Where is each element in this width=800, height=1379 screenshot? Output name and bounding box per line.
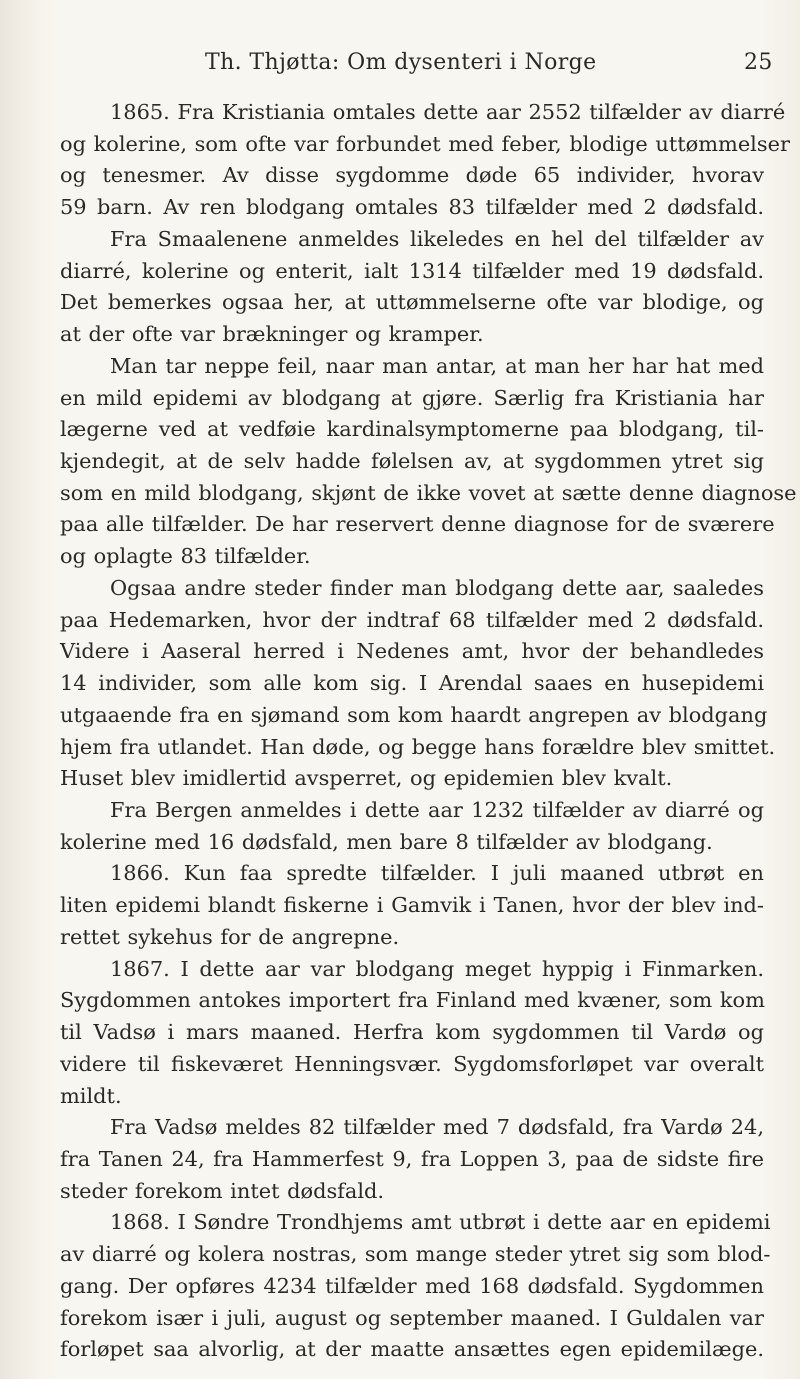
text-line: 14 individer, som alle kom sig. I Arendal saaes en husepidemi — [60, 671, 764, 696]
text-line: paa alle tilfælder. De har reservert denne diagnose for de sværere — [60, 512, 775, 537]
text-line: liten epidemi blandt fiskerne i Gamvik i Tanen, hvor der blev ind- — [60, 893, 764, 918]
text-line: 59 barn. Av ren blodgang omtales 83 tilfælder med 2 dødsfald. — [60, 195, 764, 220]
text-line: Man tar neppe feil, naar man antar, at man her har hat med — [110, 353, 764, 378]
text-line: 1867. I dette aar var blodgang meget hyppig i Finmarken. — [110, 956, 764, 981]
text-line: videre til fiskeværet Henningsvær. Sygdomsforløpet var overalt — [60, 1051, 764, 1076]
text-line: Sygdommen antokes importert fra Finland med kvæner, som kom — [60, 988, 765, 1013]
text-line: fra Tanen 24, fra Hammerfest 9, fra Loppen 3, paa de sidste fire — [60, 1146, 764, 1171]
text-line: 1868. I Søndre Trondhjems amt utbrøt i dette aar en epidemi — [110, 1210, 771, 1235]
text-line: Fra Smaalenene anmeldes likeledes en hel del tilfælder av — [110, 226, 764, 251]
text-line: paa Hedemarken, hvor der indtraf 68 tilfælder med 2 dødsfald. — [60, 607, 764, 632]
text-line: diarré, kolerine og enterit, ialt 1314 tilfælder med 19 dødsfald. — [60, 258, 764, 283]
text-line: 1866. Kun faa spredte tilfælder. I juli maaned utbrøt en — [110, 861, 764, 886]
text-line: Fra Vadsø meldes 82 tilfælder med 7 dødsfald, fra Vardø 24, — [110, 1115, 764, 1140]
text-line: lægerne ved at vedføie kardinalsymptomerne paa blodgang, til- — [60, 417, 764, 442]
text-line: utgaaende fra en sjømand som kom haardt angrepen av blodgang — [60, 702, 768, 727]
text-line: gang. Der opføres 4234 tilfælder med 168 dødsfald. Sygdommen — [60, 1273, 764, 1298]
text-line: Huset blev imidlertid avsperret, og epidemien blev kvalt. — [60, 766, 673, 791]
text-line: til Vadsø i mars maaned. Herfra kom sygdommen til Vardø og — [60, 1020, 764, 1044]
text-line: Ogsaa andre steder finder man blodgang dette aar, saaledes — [110, 575, 764, 600]
text-line: Fra Bergen anmeldes i dette aar 1232 tilfælder av diarré og — [110, 798, 764, 822]
text-line: Videre i Aaseral herred i Nedenes amt, hvor der behandledes — [60, 639, 764, 664]
text-line: at der ofte var brækninger og kramper. — [60, 322, 484, 347]
text-line: en mild epidemi av blodgang at gjøre. Særlig fra Kristiania har — [60, 385, 764, 410]
page-header — [0, 46, 800, 82]
text-line: forekom især i juli, august og september maaned. I Guldalen var — [60, 1305, 764, 1330]
text-line: kolerine med 16 dødsfald, men bare 8 tilfælder av blodgang. — [60, 829, 713, 854]
text-line: mildt. — [60, 1083, 122, 1108]
text-line: 1865. Fra Kristiania omtales dette aar 2552 tilfælder av diarré — [110, 100, 786, 124]
text-line: rettet sykehus for de angrepne. — [60, 924, 400, 949]
text-line: steder forekom intet dødsfald. — [60, 1178, 385, 1203]
text-line: hjem fra utlandet. Han døde, og begge hans forældre blev smittet. — [60, 734, 776, 759]
text-line: og kolerine, som ofte var forbundet med feber, blodige uttømmelser — [60, 131, 790, 156]
text-line: som en mild blodgang, skjønt de ikke vovet at sætte denne diagnose — [60, 480, 797, 505]
page-number: 25 — [744, 50, 773, 75]
text-line: og tenesmer. Av disse sygdomme døde 65 individer, hvorav — [60, 163, 764, 188]
text-line: forløpet saa alvorlig, at der maatte ansættes egen epidemilæge. — [60, 1337, 764, 1362]
text-line: og oplagte 83 tilfælder. — [60, 544, 311, 569]
text-line: kjendegit, at de selv hadde følelsen av, at sygdommen ytret sig — [60, 449, 764, 473]
text-line: Det bemerkes ogsaa her, at uttømmelserne ofte var blodige, og — [60, 290, 764, 315]
text-line: av diarré og kolera nostras, som mange steder ytret sig som blod- — [60, 1242, 771, 1267]
running-title: Th. Thjøtta: Om dysenteri i Norge — [205, 50, 597, 75]
